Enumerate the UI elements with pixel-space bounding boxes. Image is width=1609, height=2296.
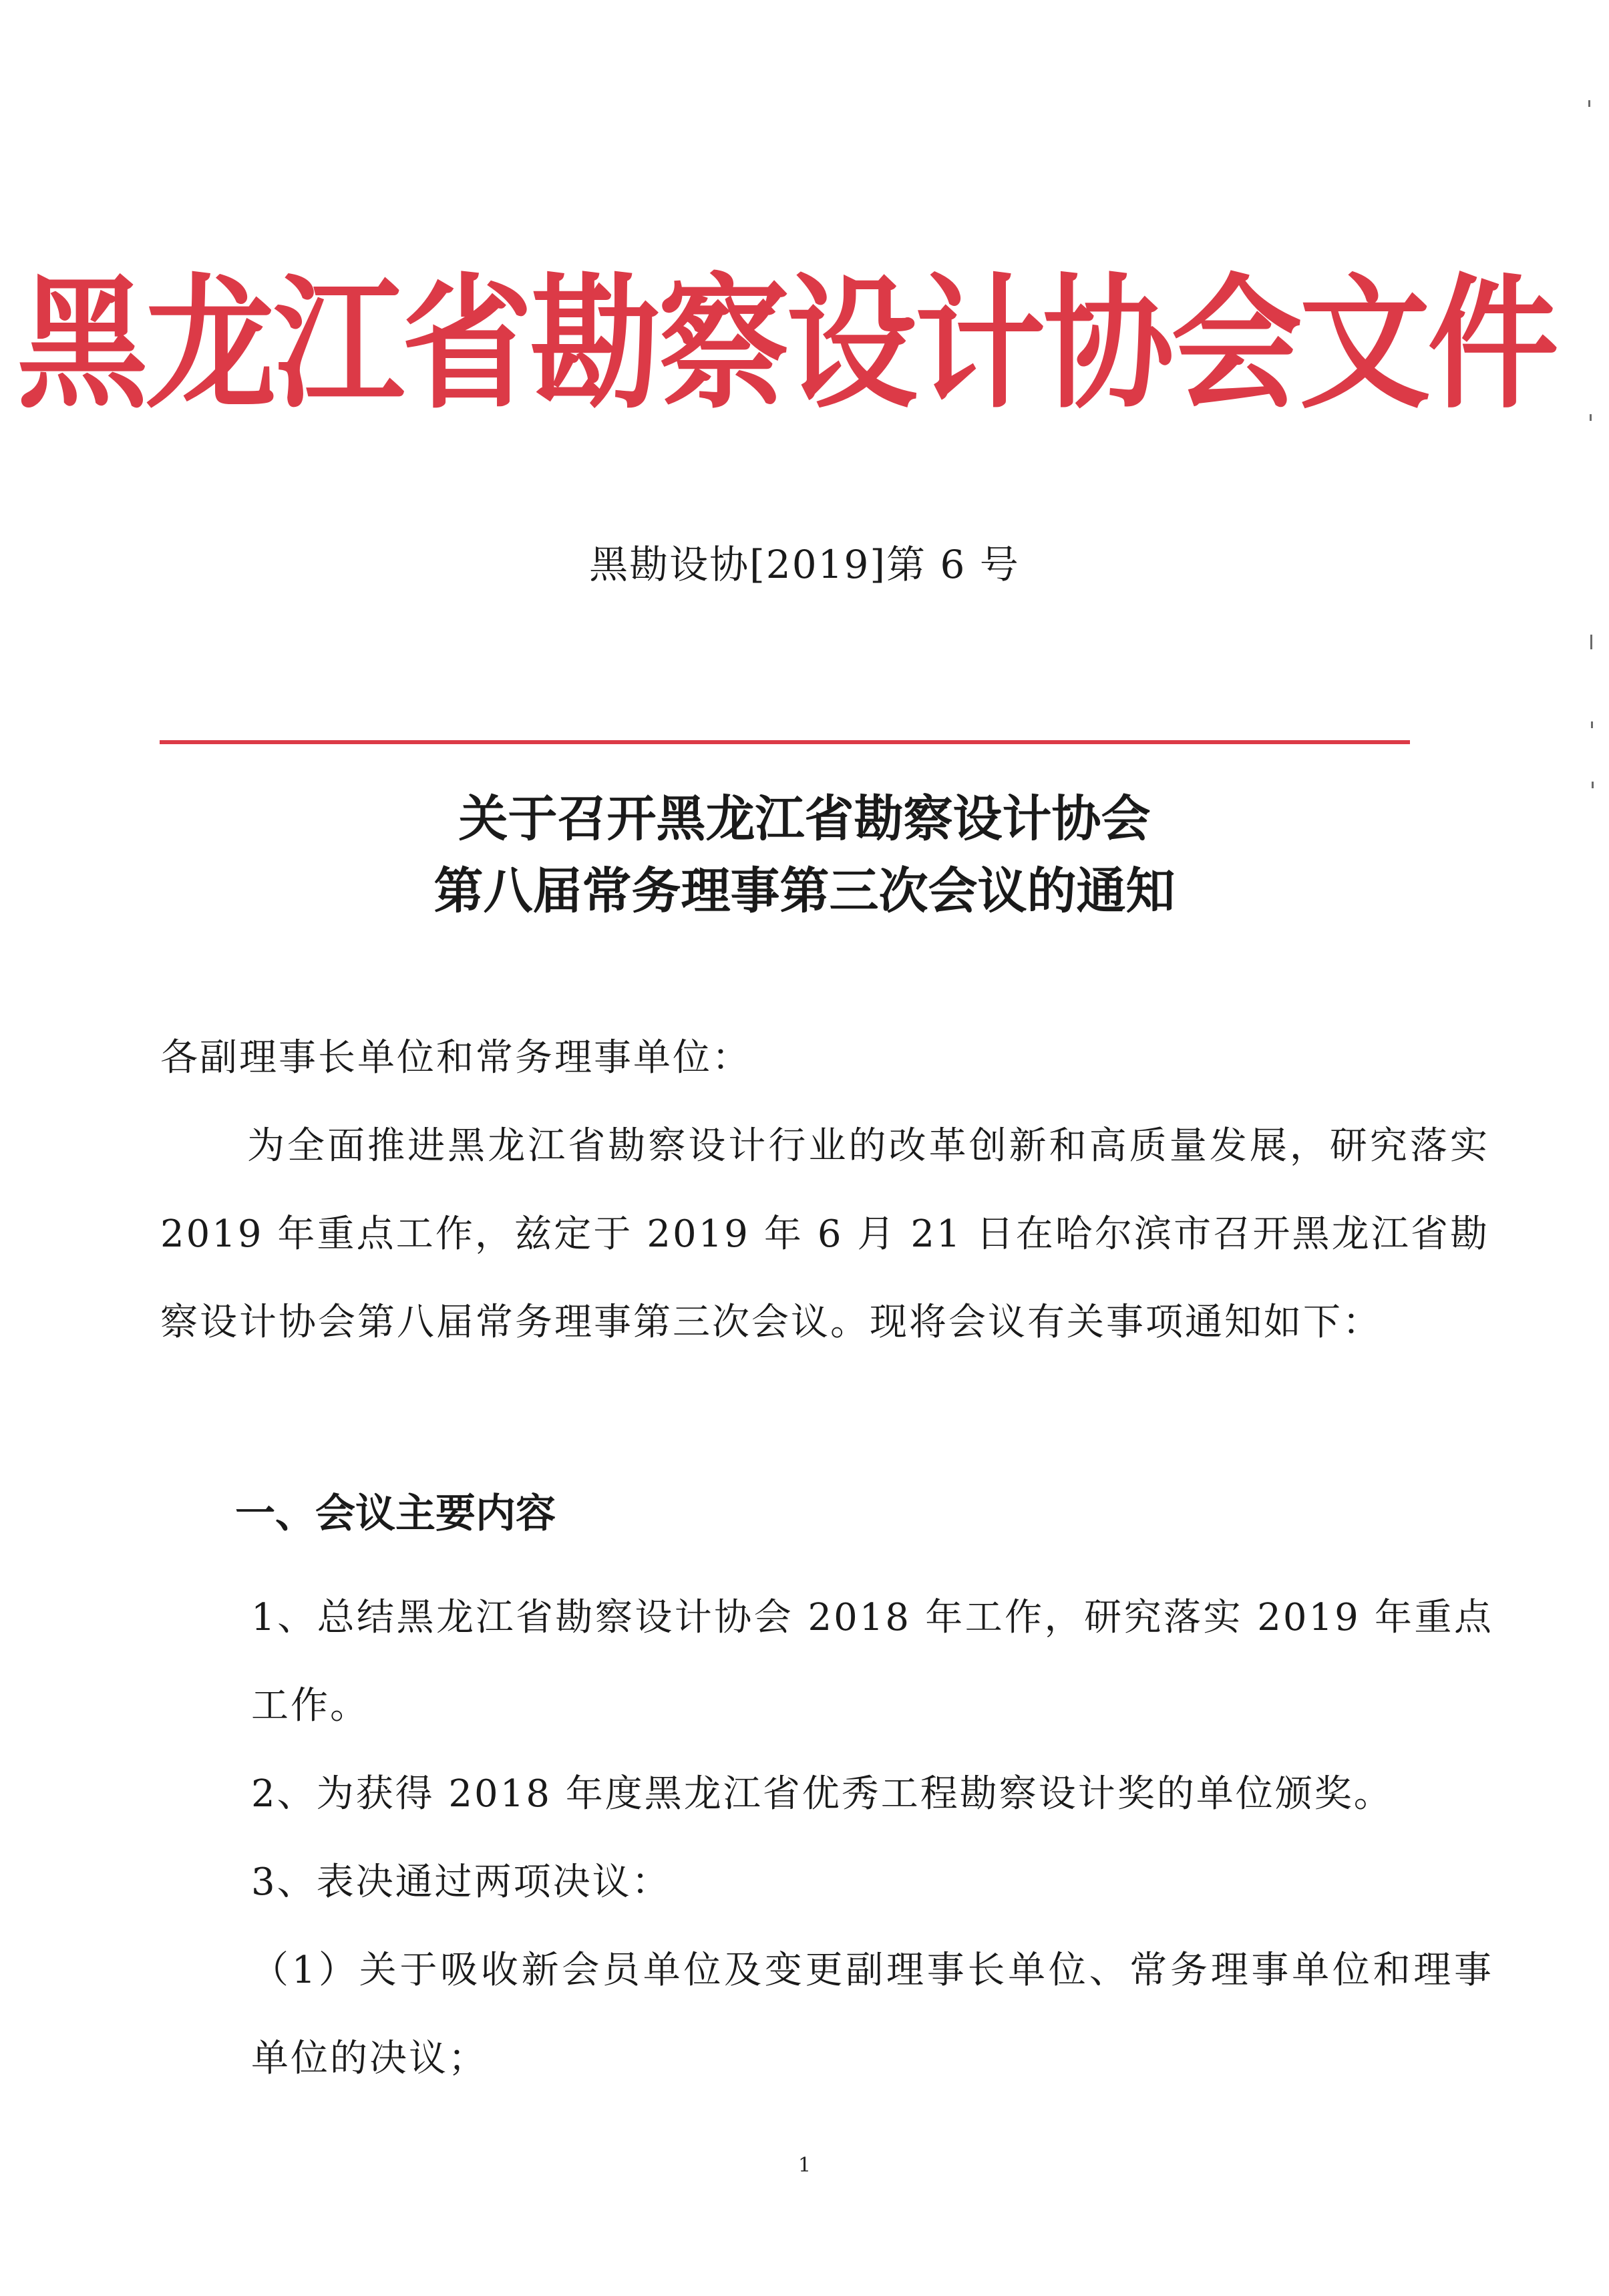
red-divider-line	[160, 740, 1410, 744]
document-number: 黑勘设协[2019]第 6 号	[589, 542, 1020, 587]
scan-speck	[1591, 721, 1593, 728]
list-item: （1）关于吸收新会员单位及变更副理事长单位、常务理事单位和理事单位的决议；	[251, 1949, 1493, 2080]
scan-speck	[1588, 100, 1590, 107]
list-item: 1、总结黑龙江省勘察设计协会 2018 年工作，研究落实 2019 年重点工作。	[251, 1596, 1493, 1728]
list-item: 3、表决通过两项决议：	[251, 1860, 671, 1904]
intro-paragraph: 为全面推进黑龙江省勘察设计行业的改革创新和高质量发展，研究落实 2019 年重点工作，兹定于 2019 年 6 月 21 日在哈尔滨市召开黑龙江省勘察设计协会第八届常务理事第三次会议。现将会议有关事项通知如下：	[160, 1124, 1489, 1344]
list-item: 2、为获得 2018 年度黑龙江省优秀工程勘察设计奖的单位颁奖。	[251, 1772, 1393, 1816]
salutation: 各副理事长单位和常务理事单位：	[160, 1036, 751, 1080]
scan-speck	[1590, 414, 1592, 421]
page-number: 1	[797, 2154, 812, 2177]
notice-title-line-1: 关于召开黑龙江省勘察设计协会	[458, 790, 1151, 848]
scan-speck	[1590, 635, 1592, 649]
section-heading-meeting-content: 一、会议主要内容	[235, 1490, 556, 1537]
scan-speck	[1592, 782, 1594, 788]
document-masthead: 黑龙江省勘察设计协会文件	[17, 259, 1556, 429]
notice-title-line-2: 第八届常务理事第三次会议的通知	[433, 862, 1176, 920]
notice-title	[0, 783, 1609, 927]
